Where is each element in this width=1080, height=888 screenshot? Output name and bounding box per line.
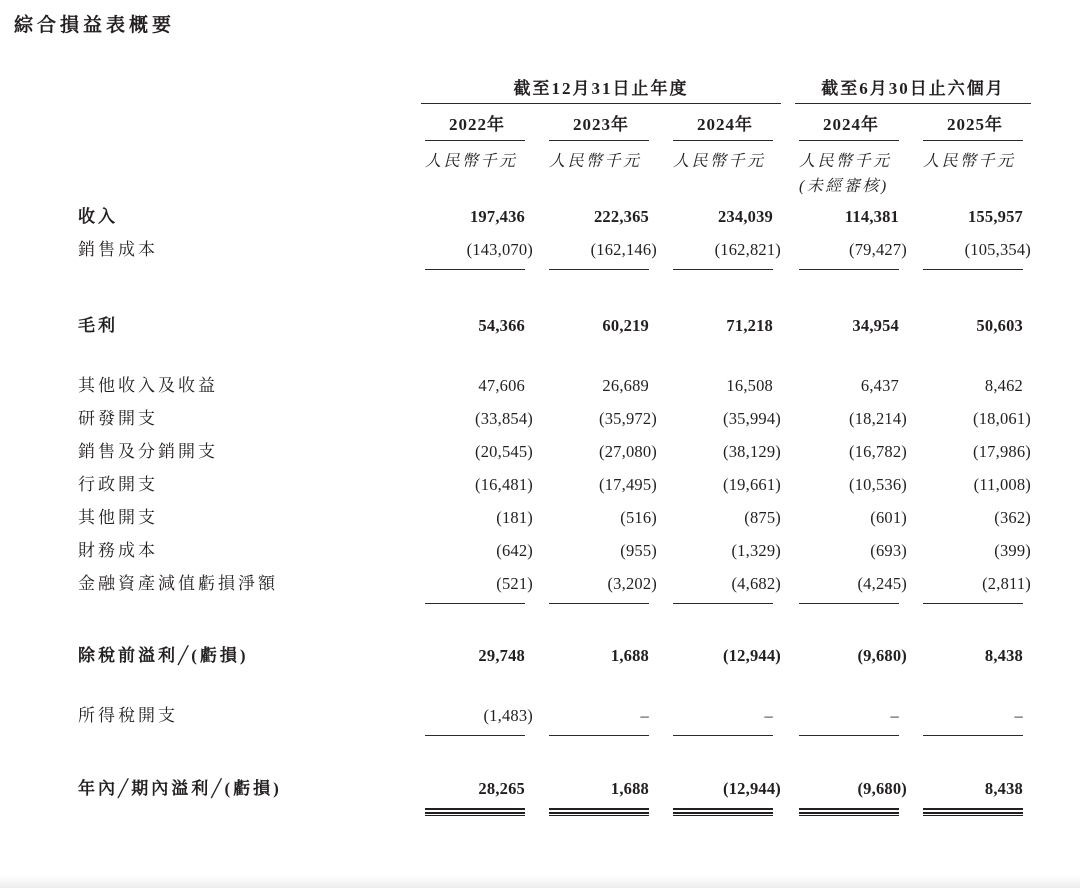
row-label: 毛利 bbox=[78, 316, 118, 335]
value-cell: 71,218 bbox=[726, 316, 773, 335]
value-cell: 8,462 bbox=[984, 376, 1023, 395]
value-cell: (19,661) bbox=[723, 475, 781, 494]
value-cell: (1,483) bbox=[483, 706, 533, 725]
value-cell: (35,994) bbox=[723, 409, 781, 428]
value-cell: 8,438 bbox=[984, 646, 1023, 665]
value-cell: 34,954 bbox=[852, 316, 899, 335]
year-header-2024-interim: 2024年 bbox=[823, 115, 879, 134]
page-bottom-edge bbox=[0, 876, 1080, 888]
value-cell: 50,603 bbox=[976, 316, 1023, 335]
row-label: 其他收入及收益 bbox=[78, 376, 218, 395]
column-rule bbox=[919, 808, 1031, 816]
table-row-admin-expenses bbox=[78, 468, 1033, 501]
column-group-annual: 截至12月31日止年度 bbox=[513, 79, 689, 98]
value-cell: (27,080) bbox=[599, 442, 657, 461]
value-cell: (18,214) bbox=[849, 409, 907, 428]
value-cell: (521) bbox=[496, 574, 533, 593]
total-double-rule-row bbox=[78, 808, 1033, 816]
value-cell: – bbox=[1014, 706, 1023, 725]
year-header-2023: 2023年 bbox=[573, 115, 629, 134]
page-title: 綜合損益表概要 bbox=[14, 15, 176, 36]
annual-group-rule bbox=[421, 103, 781, 104]
double-rule bbox=[673, 808, 773, 816]
value-cell: 234,039 bbox=[717, 207, 773, 226]
value-cell: (11,008) bbox=[973, 475, 1031, 494]
row-label: 年內╱期內溢利╱(虧損) bbox=[78, 779, 282, 798]
value-cell: 197,436 bbox=[469, 207, 525, 226]
row-label: 銷售及分銷開支 bbox=[78, 442, 218, 461]
double-rule bbox=[425, 808, 525, 816]
value-cell: (16,782) bbox=[849, 442, 907, 461]
table-row-income-tax-expense bbox=[78, 699, 1033, 732]
unit-header-row bbox=[78, 150, 1033, 174]
table-row-rd-expenses bbox=[78, 402, 1033, 435]
value-cell: (18,061) bbox=[973, 409, 1031, 428]
column-rule bbox=[795, 808, 907, 816]
value-cell: 114,381 bbox=[844, 207, 899, 226]
table-row-gross-profit bbox=[78, 309, 1033, 342]
row-label: 銷售成本 bbox=[78, 240, 158, 259]
value-cell: 222,365 bbox=[593, 207, 649, 226]
unit-label: 人民幣千元 bbox=[923, 153, 1016, 170]
value-cell: (12,944) bbox=[723, 779, 781, 798]
value-cell: 26,689 bbox=[602, 376, 649, 395]
value-cell: 1,688 bbox=[610, 779, 649, 798]
value-cell: (35,972) bbox=[599, 409, 657, 428]
value-cell: (4,682) bbox=[731, 574, 781, 593]
value-cell: (79,427) bbox=[849, 240, 907, 259]
value-cell: (17,495) bbox=[599, 475, 657, 494]
column-group-interim: 截至6月30日止六個月 bbox=[821, 79, 1005, 98]
value-cell: – bbox=[890, 706, 899, 725]
unaudited-note: (未經審核) bbox=[799, 178, 889, 195]
value-cell: 28,265 bbox=[478, 779, 525, 798]
value-cell: – bbox=[764, 706, 773, 725]
value-cell: (105,354) bbox=[964, 240, 1031, 259]
value-cell: (4,245) bbox=[857, 574, 907, 593]
value-cell: 54,366 bbox=[478, 316, 525, 335]
row-label: 行政開支 bbox=[78, 475, 158, 494]
table-row-cost-of-sales bbox=[78, 233, 1033, 266]
value-cell: (1,329) bbox=[731, 541, 781, 560]
row-label: 所得稅開支 bbox=[78, 706, 178, 725]
row-label: 金融資產減值虧損淨額 bbox=[78, 574, 278, 593]
row-label: 財務成本 bbox=[78, 541, 158, 560]
table-row-impairment-losses-net bbox=[78, 567, 1033, 600]
value-cell: (2,811) bbox=[982, 574, 1031, 593]
value-cell: (38,129) bbox=[723, 442, 781, 461]
double-rule bbox=[923, 808, 1023, 816]
value-cell: 16,508 bbox=[726, 376, 773, 395]
row-label: 其他開支 bbox=[78, 508, 158, 527]
value-cell: 6,437 bbox=[860, 376, 899, 395]
value-cell: (399) bbox=[994, 541, 1031, 560]
value-cell: (181) bbox=[496, 508, 533, 527]
value-cell: (17,986) bbox=[973, 442, 1031, 461]
table-row-profit-for-the-period bbox=[78, 772, 1033, 805]
value-cell: 155,957 bbox=[967, 207, 1023, 226]
table-row-other-income-and-gains bbox=[78, 369, 1033, 402]
value-cell: (162,821) bbox=[714, 240, 781, 259]
column-rule bbox=[669, 808, 781, 816]
unit-label: 人民幣千元 bbox=[799, 153, 892, 170]
value-cell: (875) bbox=[744, 508, 781, 527]
value-cell: (642) bbox=[496, 541, 533, 560]
value-cell: (162,146) bbox=[590, 240, 657, 259]
value-cell: (362) bbox=[994, 508, 1031, 527]
unit-label: 人民幣千元 bbox=[549, 153, 642, 170]
row-label: 研發開支 bbox=[78, 409, 158, 428]
value-cell: (143,070) bbox=[466, 240, 533, 259]
interim-group-rule bbox=[795, 103, 1031, 104]
value-cell: (955) bbox=[620, 541, 657, 560]
table-row-other-expenses bbox=[78, 501, 1033, 534]
double-rule bbox=[799, 808, 899, 816]
value-cell: (16,481) bbox=[475, 475, 533, 494]
column-group-header-row bbox=[78, 78, 1033, 100]
value-cell: (9,680) bbox=[857, 646, 907, 665]
value-cell: (10,536) bbox=[849, 475, 907, 494]
value-cell: 29,748 bbox=[478, 646, 525, 665]
income-statement-table bbox=[78, 78, 1033, 816]
table-row-selling-distribution-expenses bbox=[78, 435, 1033, 468]
double-rule bbox=[549, 808, 649, 816]
value-cell: (20,545) bbox=[475, 442, 533, 461]
column-group-rule-row bbox=[78, 103, 1033, 104]
column-rule bbox=[545, 808, 657, 816]
table-row-revenue bbox=[78, 200, 1033, 233]
value-cell: – bbox=[640, 706, 649, 725]
value-cell: (9,680) bbox=[857, 779, 907, 798]
value-cell: (601) bbox=[870, 508, 907, 527]
value-cell: (693) bbox=[870, 541, 907, 560]
table-row-finance-costs bbox=[78, 534, 1033, 567]
year-header-row bbox=[78, 113, 1033, 137]
year-header-2024: 2024年 bbox=[697, 115, 753, 134]
table-row-profit-before-tax bbox=[78, 639, 1033, 672]
unit-label: 人民幣千元 bbox=[425, 153, 518, 170]
column-rule bbox=[421, 808, 533, 816]
unaudited-note-row bbox=[78, 174, 1033, 200]
row-label: 收入 bbox=[78, 207, 118, 226]
value-cell: 60,219 bbox=[602, 316, 649, 335]
year-header-2025: 2025年 bbox=[947, 115, 1003, 134]
table-body bbox=[78, 200, 1033, 816]
value-cell: 8,438 bbox=[984, 779, 1023, 798]
year-header-2022: 2022年 bbox=[449, 115, 505, 134]
value-cell: (33,854) bbox=[475, 409, 533, 428]
unit-label: 人民幣千元 bbox=[673, 153, 766, 170]
value-cell: (12,944) bbox=[723, 646, 781, 665]
value-cell: (3,202) bbox=[607, 574, 657, 593]
value-cell: 47,606 bbox=[478, 376, 525, 395]
row-label: 除稅前溢利╱(虧損) bbox=[78, 646, 249, 665]
value-cell: (516) bbox=[620, 508, 657, 527]
value-cell: 1,688 bbox=[610, 646, 649, 665]
